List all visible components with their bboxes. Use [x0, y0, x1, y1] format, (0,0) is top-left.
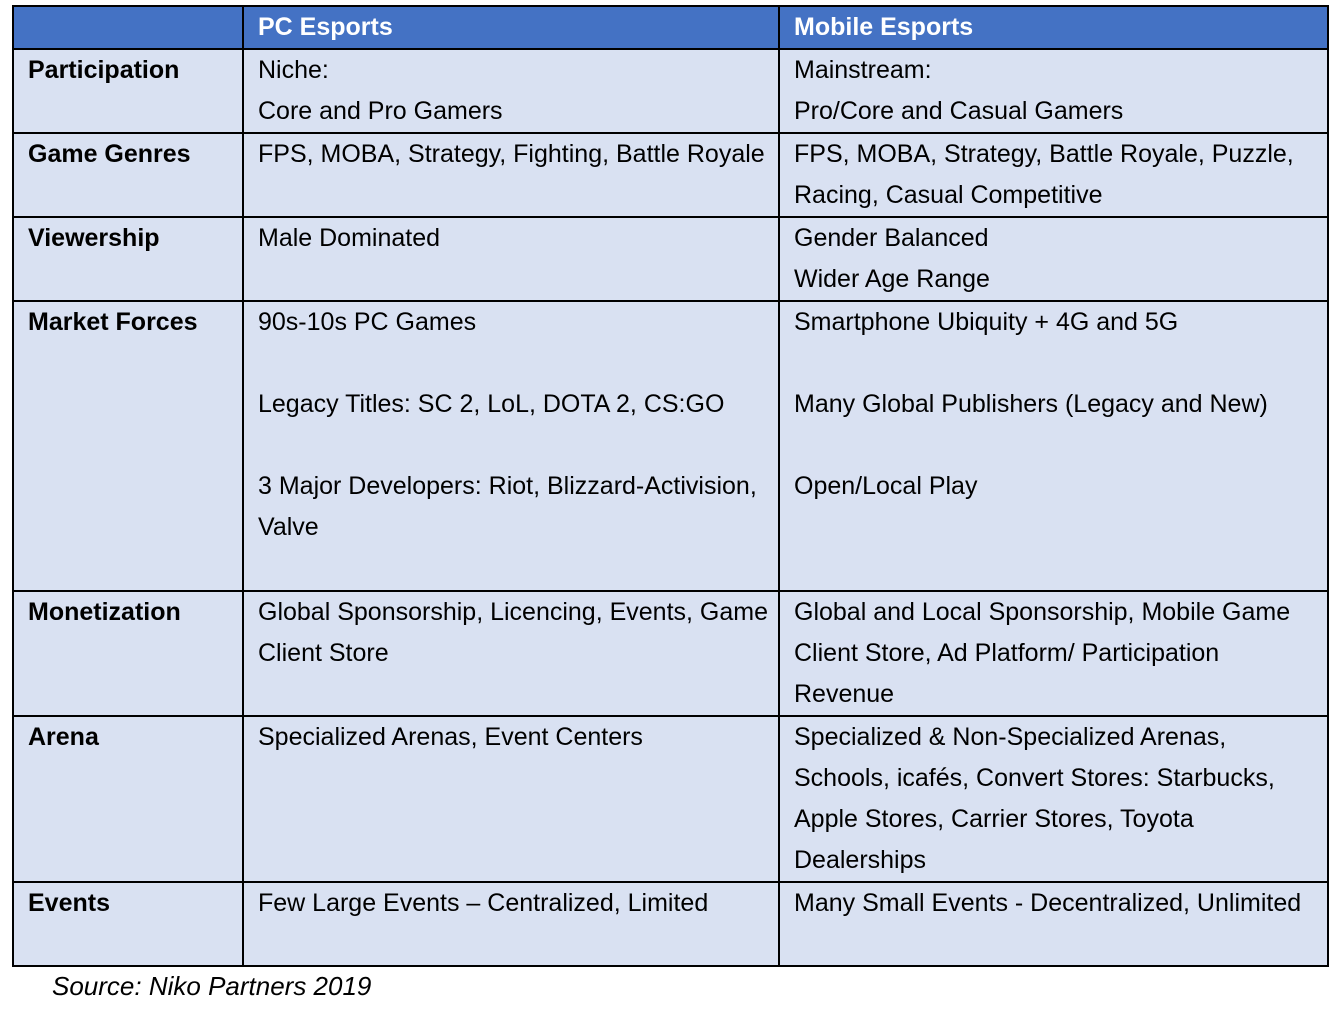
mobile-cell [779, 217, 1328, 301]
cell-text: Niche: [258, 56, 329, 84]
cell-text: Global and Local Sponsorship, Mobile Game Client Store, Ad Platform/ Participation Revenue [794, 598, 1291, 708]
cell-text: Many Global Publishers (Legacy and New) [794, 390, 1268, 418]
cell-text: Gender Balanced [794, 224, 989, 252]
pc-cell [243, 882, 779, 966]
row-participation [13, 49, 1328, 133]
cell-text: FPS, MOBA, Strategy, Battle Royale, Puzzle, Racing, Casual Competitive [794, 140, 1294, 209]
mobile-cell [779, 882, 1328, 966]
pc-cell [243, 49, 779, 133]
row-game-genres [13, 133, 1328, 217]
cell-text: 90s-10s PC Games [258, 308, 477, 336]
cell-text: Legacy Titles: SC 2, LoL, DOTA 2, CS:GO [258, 390, 725, 418]
spacer [258, 343, 770, 384]
cell-text: Male Dominated [258, 224, 441, 252]
row-label: Market Forces [13, 301, 243, 591]
cell-text: Specialized Arenas, Event Centers [258, 723, 643, 751]
row-label: Participation [13, 49, 243, 133]
row-viewership [13, 217, 1328, 301]
header-row [13, 6, 1328, 49]
row-monetization [13, 591, 1328, 716]
header-mobile-esports: Mobile Esports [779, 6, 1328, 49]
pc-cell [243, 301, 779, 591]
esports-comparison-table [12, 5, 1329, 967]
pc-cell [243, 217, 779, 301]
mobile-cell [779, 301, 1328, 591]
row-market-forces [13, 301, 1328, 591]
row-label: Arena [13, 716, 243, 882]
row-label: Events [13, 882, 243, 966]
cell-text: Smartphone Ubiquity + 4G and 5G [794, 308, 1179, 336]
row-arena [13, 716, 1328, 882]
cell-text: Few Large Events – Centralized, Limited [258, 889, 709, 917]
cell-text: Pro/Core and Casual Gamers [794, 97, 1124, 125]
cell-text: Specialized & Non-Specialized Arenas, Schools, icafés, Convert Stores: Starbucks, Apple Stores, Carrier Stores, Toyota Dealerships [794, 723, 1275, 874]
row-label: Game Genres [13, 133, 243, 217]
mobile-cell [779, 49, 1328, 133]
cell-text: Global Sponsorship, Licencing, Events, Game Client Store [258, 598, 768, 667]
cell-text: FPS, MOBA, Strategy, Fighting, Battle Royale [258, 140, 765, 168]
pc-cell [243, 716, 779, 882]
header-pc-esports: PC Esports [243, 6, 779, 49]
cell-text: Many Small Events - Decentralized, Unlimited [794, 889, 1302, 917]
row-label: Viewership [13, 217, 243, 301]
mobile-cell [779, 133, 1328, 217]
cell-text: 3 Major Developers: Riot, Blizzard-Activision, Valve [258, 472, 757, 541]
pc-cell [243, 133, 779, 217]
cell-text: Mainstream: [794, 56, 932, 84]
spacer [794, 425, 1319, 466]
cell-text: Core and Pro Gamers [258, 97, 503, 125]
source-caption: Source: Niko Partners 2019 [52, 971, 372, 1001]
spacer [258, 425, 770, 466]
comparison-table-container [12, 5, 1327, 967]
cell-text: Open/Local Play [794, 472, 978, 500]
header-empty-cell [13, 6, 243, 49]
spacer [794, 343, 1319, 384]
mobile-cell [779, 716, 1328, 882]
pc-cell [243, 591, 779, 716]
row-events [13, 882, 1328, 966]
mobile-cell [779, 591, 1328, 716]
cell-text: Wider Age Range [794, 265, 990, 293]
row-label: Monetization [13, 591, 243, 716]
